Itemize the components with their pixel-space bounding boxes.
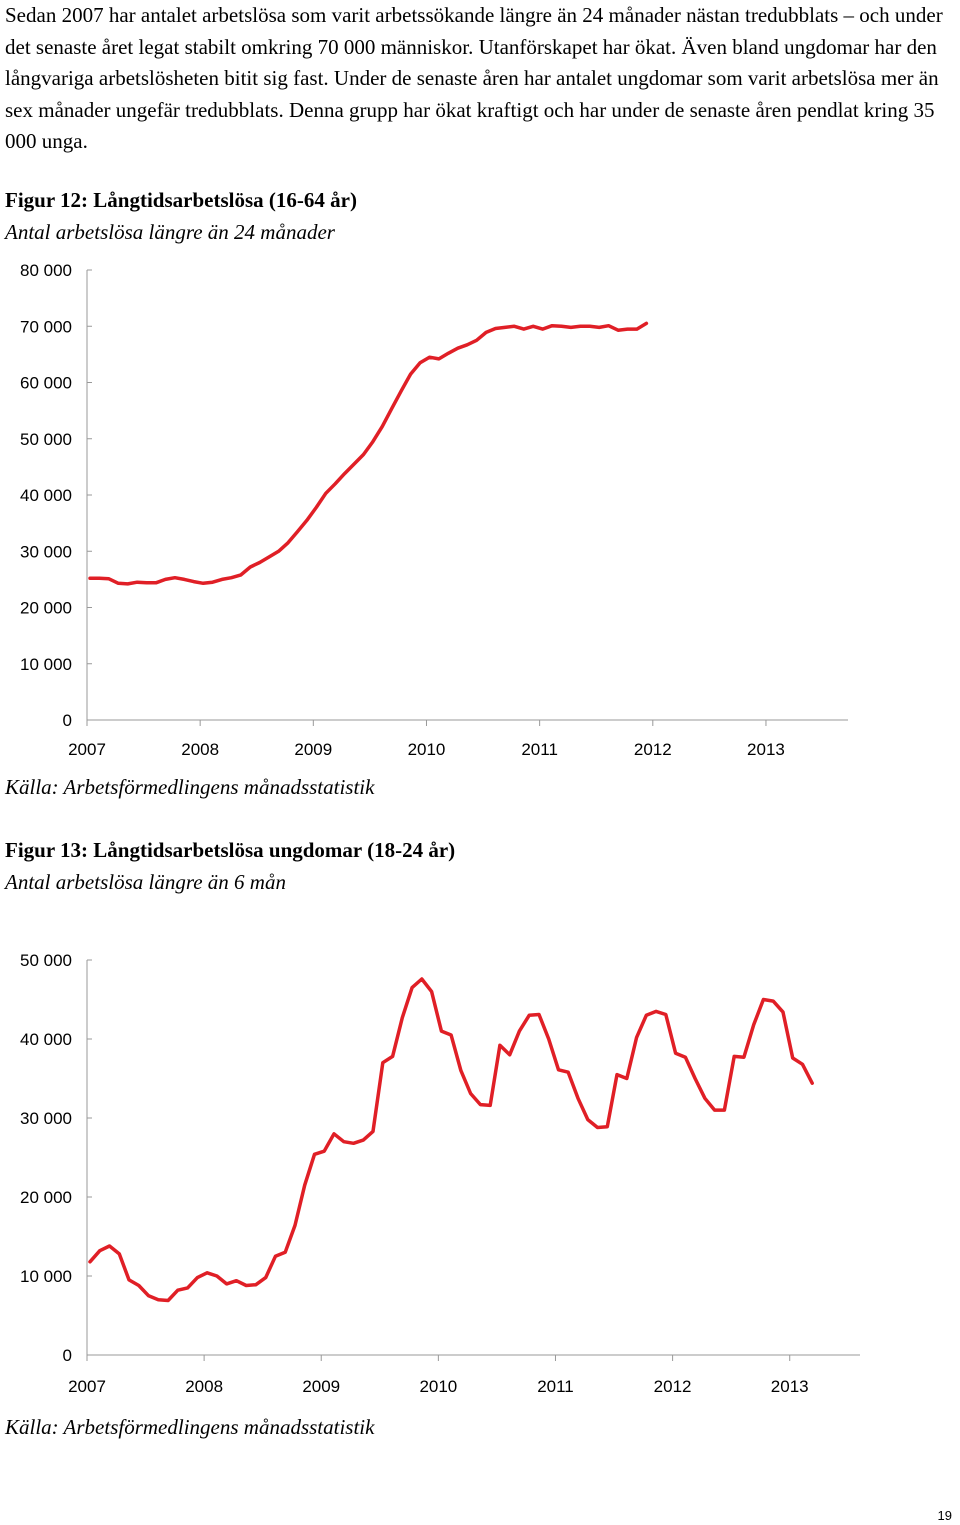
figure-12-x-tick-label: 2013: [747, 740, 785, 759]
figure-13-x-tick-label: 2010: [419, 1377, 458, 1396]
figure-13-chart: [0, 930, 960, 1410]
figure-12-x-tick-label: 2007: [68, 740, 106, 759]
figure-13-title: Figur 13: Långtidsarbetslösa ungdomar (18-24 år): [5, 838, 456, 862]
figure-12-y-tick-label: 0: [62, 711, 72, 730]
figure-12-y-tick-label: 10 000: [20, 654, 72, 674]
figure-13-y-tick-label: 50 000: [20, 951, 72, 970]
figure-13-x-tick-label: 2007: [68, 1377, 106, 1396]
figure-13-y-tick-label: 20 000: [20, 1188, 72, 1207]
figure-12-series-line: [90, 323, 646, 584]
figure-13-y-tick-label: 0: [62, 1346, 72, 1365]
figure-12-x-tick-label: 2012: [633, 740, 672, 759]
figure-12-title: Figur 12: Långtidsarbetslösa (16-64 år): [5, 188, 357, 212]
figure-12-y-tick-label: 70 000: [20, 317, 72, 337]
figure-13-x-tick-label: 2013: [770, 1377, 809, 1396]
figure-13-y-tick-label: 30 000: [20, 1109, 72, 1128]
figure-12-y-tick-label: 40 000: [20, 486, 72, 505]
figure-13-subtitle: Antal arbetslösa längre än 6 mån: [5, 870, 286, 894]
figure-13-x-tick-label: 2011: [537, 1377, 574, 1396]
figure-12-x-tick-label: 2010: [407, 740, 446, 759]
figure-13-x-tick-label: 2009: [302, 1377, 341, 1396]
figure-12-source: Källa: Arbetsförmedlingens månadsstatistik: [5, 775, 375, 799]
figure-12-y-tick-label: 50 000: [20, 429, 72, 449]
figure-12-x-tick-label: 2009: [294, 740, 333, 759]
figure-13-series-line: [90, 979, 812, 1301]
figure-12-y-tick-label: 30 000: [20, 542, 72, 562]
figure-12-x-tick-label: 2008: [181, 740, 220, 759]
figure-13-x-tick-label: 2008: [185, 1377, 224, 1396]
intro-paragraph: Sedan 2007 har antalet arbetslösa som varit arbetssökande längre än 24 månader nästan tredubblats – och under det senaste året legat stabilt omkring 70 000 människor. Utanförskapet har ökat. Även bland ungdomar har den långvariga arbetslösheten bitit sig fast. Under de senaste åren har antalet ungdomar som varit arbetslösa mer än sex månader ungefär tredubblats. Denna grupp har ökat kraftigt och har under de senaste åren pendlat kring 35 000 unga.: [5, 3, 943, 153]
figure-13-source: Källa: Arbetsförmedlingens månadsstatistik: [5, 1415, 375, 1439]
page-number: 19: [937, 1508, 952, 1523]
figure-13-y-tick-label: 10 000: [20, 1267, 72, 1286]
figure-13-y-tick-label: 40 000: [20, 1030, 72, 1049]
figure-12-subtitle: Antal arbetslösa längre än 24 månader: [5, 220, 335, 244]
figure-12-y-tick-label: 20 000: [20, 598, 72, 618]
figure-12-x-tick-label: 2011: [521, 740, 558, 759]
figure-13-x-tick-label: 2012: [653, 1377, 692, 1396]
figure-12-y-tick-label: 80 000: [20, 261, 72, 280]
figure-12-chart: [0, 240, 960, 780]
figure-12-y-tick-label: 60 000: [20, 373, 72, 393]
